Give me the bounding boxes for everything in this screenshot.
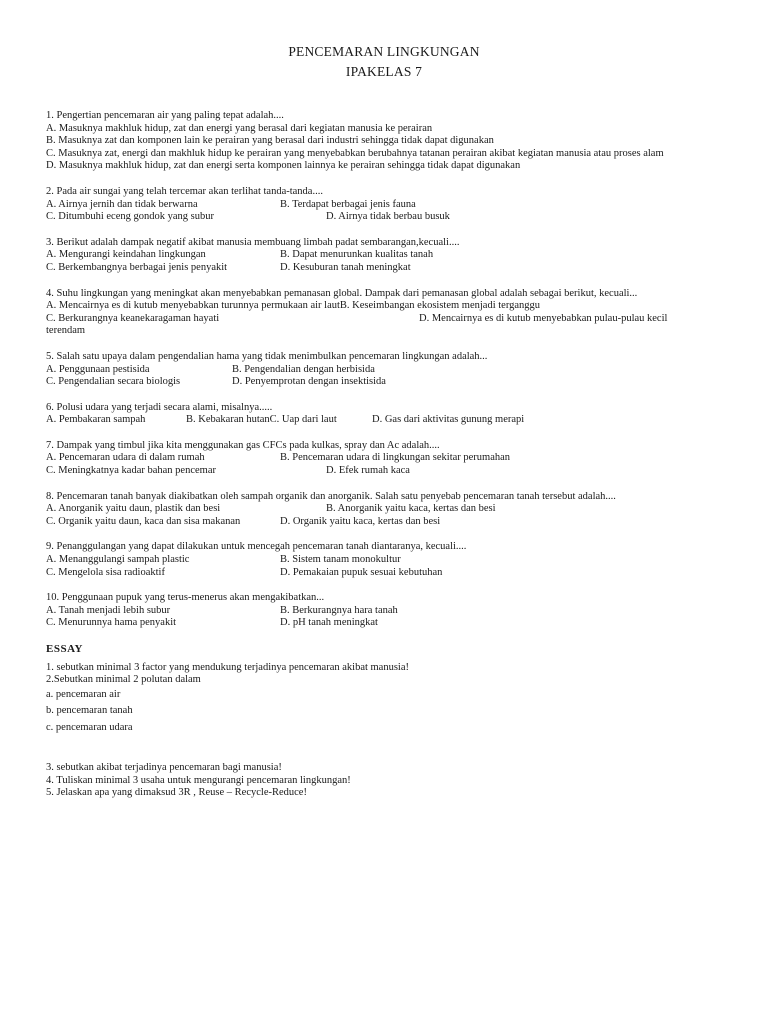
question-text: 6. Polusi udara yang terjadi secara alami, misalnya.....: [46, 401, 273, 413]
option-a-b: A. Mencairnya es di kutub menyebabkan turunnya permukaan air lautB. Keseimbangan ekosistem menjadi terganggu: [46, 300, 541, 312]
option-b: B. Pencemaran udara di lingkungan sekitar perumahan: [280, 452, 511, 464]
option-d: D. Pemakaian pupuk sesuai kebutuhan: [280, 566, 443, 578]
essay-question-2-b: b. pencemaran tanah: [46, 705, 133, 717]
option-a: A. Tanah menjadi lebih subur: [46, 604, 171, 616]
essay-question-1: 1. sebutkan minimal 3 factor yang mendukung terjadinya pencemaran akibat manusia!: [46, 661, 410, 673]
option-a: A. Masuknya makhluk hidup, zat dan energi yang berasal dari kegiatan manusia ke perairan: [46, 122, 433, 134]
essay-question-2-c: c. pencemaran udara: [46, 721, 133, 733]
option-d: D. Airnya tidak berbau busuk: [326, 211, 450, 223]
question-4: [46, 288, 726, 338]
option-d: D. Mencairnya es di kutub menyebabkan pulau-pulau kecil: [419, 312, 668, 324]
option-a: A. Anorganik yaitu daun, plastik dan besi: [46, 503, 221, 515]
question-1: [46, 110, 726, 173]
option-c: C. Menurunnya hama penyakit: [46, 617, 177, 629]
essay-question-2: 2.Sebutkan minimal 2 polutan dalam: [46, 674, 201, 686]
question-text: 7. Dampak yang timbul jika kita menggunakan gas CFCs pada kulkas, spray dan Ac adalah....: [46, 439, 440, 451]
option-b: B. Berkurangnya hara tanah: [280, 604, 398, 616]
question-5: [46, 351, 726, 389]
option-c: C. Ditumbuhi eceng gondok yang subur: [46, 211, 214, 223]
option-d: D. Gas dari aktivitas gunung merapi: [372, 414, 525, 426]
question-9: [46, 541, 726, 579]
option-a: A. Menanggulangi sampah plastic: [46, 554, 190, 566]
option-a: A. Pembakaran sampah: [46, 414, 146, 426]
option-b-c: B. Kebakaran hutanC. Uap dari laut: [186, 414, 337, 426]
option-d-continued: terendam: [46, 325, 86, 337]
option-d: D. Organik yaitu kaca, kertas dan besi: [280, 515, 441, 527]
option-c: C. Masuknya zat, energi dan makhluk hidup ke perairan yang menyebabkan berubahnya tatanan perairan akibat kegiatan manusia atau proses alam: [46, 147, 664, 159]
essay-question-5: 5. Jelaskan apa yang dimaksud 3R , Reuse – Recycle-Reduce!: [46, 787, 307, 799]
option-d: D. Masuknya makhluk hidup, zat dan energi serta komponen lainnya ke perairan sehingga tidak dapat digunakan: [46, 160, 521, 172]
question-text: 9. Penanggulangan yang dapat dilakukan untuk mencegah pencemaran tanah diantaranya, kecuali....: [46, 541, 467, 553]
question-text: 3. Berikut adalah dampak negatif akibat manusia membuang limbah padat sembarangan,kecuali....: [46, 236, 460, 248]
essay-section: [46, 643, 726, 800]
option-b: B. Pengendalian dengan herbisida: [232, 363, 375, 375]
option-a: A. Airnya jernih dan tidak berwarna: [46, 198, 198, 210]
option-c: C. Organik yaitu daun, kaca dan sisa makanan: [46, 515, 241, 527]
option-b: B. Dapat menurunkan kualitas tanah: [280, 249, 434, 261]
option-a: A. Mengurangi keindahan lingkungan: [46, 249, 206, 261]
question-6: [46, 402, 726, 427]
question-list: [46, 110, 726, 800]
option-c: C. Berkembangnya berbagai jenis penyakit: [46, 261, 228, 273]
option-b: B. Terdapat berbagai jenis fauna: [280, 198, 416, 210]
question-text: 2. Pada air sungai yang telah tercemar akan terlihat tanda-tanda....: [46, 185, 323, 197]
essay-question-4: 4. Tuliskan minimal 3 usaha untuk mengurangi pencemaran lingkungan!: [46, 774, 351, 786]
option-d: D. Kesuburan tanah meningkat: [280, 261, 411, 273]
question-text: 5. Salah satu upaya dalam pengendalian hama yang tidak menimbulkan pencemaran lingkungan adalah...: [46, 350, 488, 362]
question-8: [46, 491, 726, 529]
document-title: PENCEMARAN LINGKUNGAN: [288, 44, 480, 59]
option-b: B. Masuknya zat dan komponen lain ke perairan yang berasal dari industri sehingga tidak dapat digunakan: [46, 135, 494, 147]
option-c: C. Mengelola sisa radioaktif: [46, 566, 165, 578]
option-d: D. pH tanah meningkat: [280, 617, 378, 629]
option-a: A. Pencemaran udara di dalam rumah: [46, 452, 205, 464]
option-a: A. Penggunaan pestisida: [46, 363, 150, 375]
essay-question-2-a: a. pencemaran air: [46, 688, 121, 700]
option-c: C. Meningkatnya kadar bahan pencemar: [46, 465, 216, 477]
essay-question-3: 3. sebutkan akibat terjadinya pencemaran bagi manusia!: [46, 762, 282, 774]
option-c: C. Berkurangnya keanekaragaman hayati: [46, 312, 220, 324]
question-7: [46, 440, 726, 478]
essay-heading: ESSAY: [46, 643, 83, 655]
option-d: D. Penyemprotan dengan insektisida: [232, 376, 386, 388]
option-b: B. Sistem tanam monokultur: [280, 554, 401, 566]
option-c: C. Pengendalian secara biologis: [46, 376, 181, 388]
question-text: 10. Penggunaan pupuk yang terus-menerus akan mengakibatkan...: [46, 592, 325, 604]
option-b: B. Anorganik yaitu kaca, kertas dan besi: [326, 503, 496, 515]
question-3: [46, 237, 726, 275]
question-text: 4. Suhu lingkungan yang meningkat akan menyebabkan pemanasan global. Dampak dari pemanasan global adalah sebagai berikut, kecuali...: [46, 287, 638, 299]
document-subtitle: IPAKELAS 7: [345, 64, 423, 79]
question-10: [46, 592, 726, 630]
question-text: 1. Pengertian pencemaran air yang paling tepat adalah....: [46, 110, 284, 121]
question-2: [46, 186, 726, 224]
option-d: D. Efek rumah kaca: [326, 465, 410, 477]
question-text: 8. Pencemaran tanah banyak diakibatkan oleh sampah organik dan anorganik. Salah satu penyebab pencemaran tanah tersebut adalah....: [46, 490, 616, 502]
